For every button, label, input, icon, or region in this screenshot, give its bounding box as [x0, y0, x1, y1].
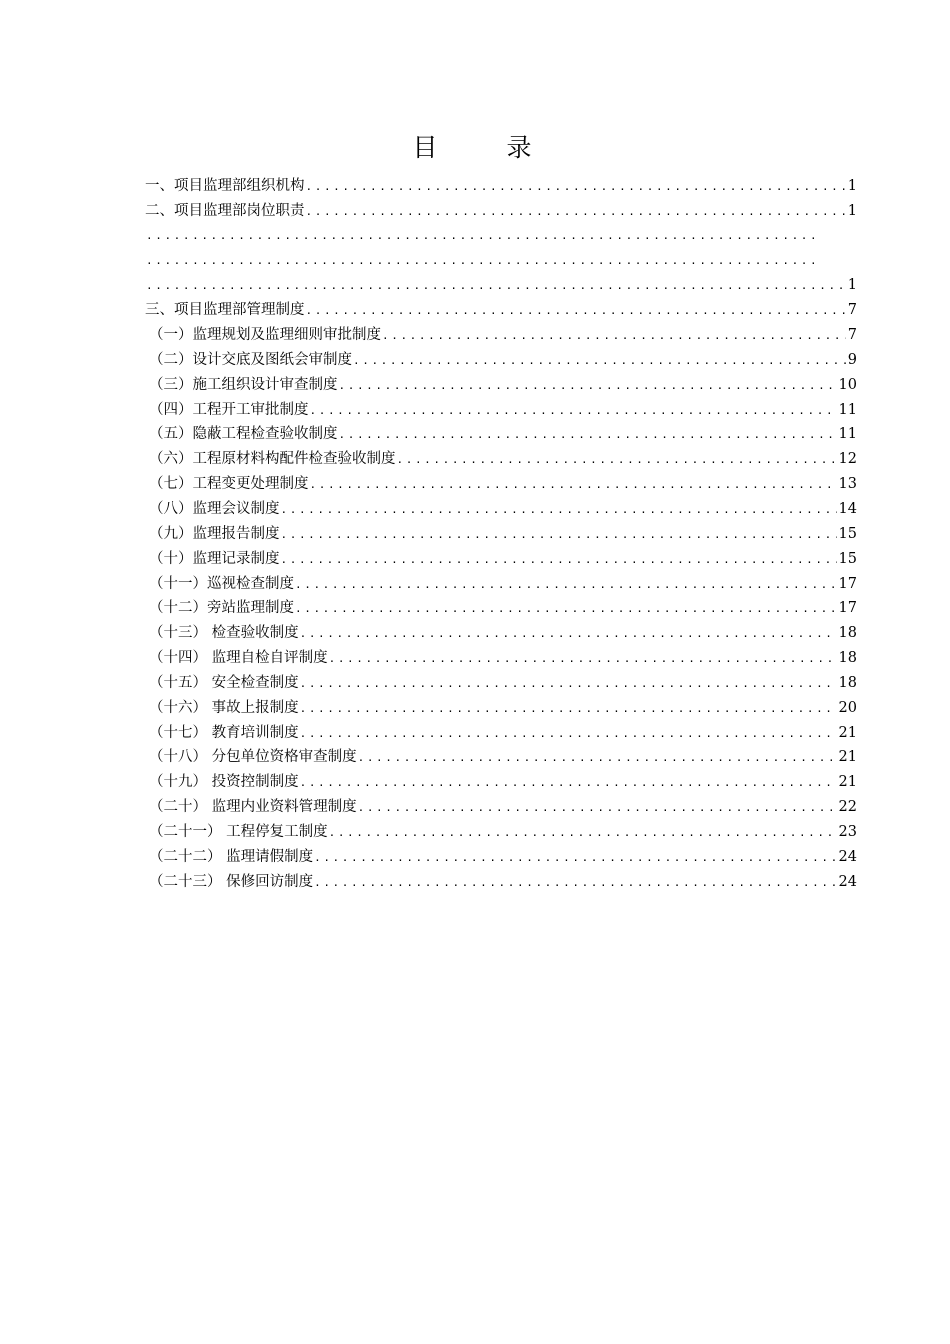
- toc-entry-label: （五）隐蔽工程检查验收制度: [149, 426, 338, 443]
- toc-leader-dots: [300, 622, 837, 646]
- toc-entry-label: 三、项目监理部管理制度: [145, 302, 305, 319]
- toc-entry[interactable]: [145, 721, 857, 746]
- toc-entry-label: （四）工程开工审批制度: [149, 401, 309, 418]
- toc-entry-page-number: 15: [838, 550, 857, 567]
- toc-leader-dots: [358, 746, 837, 770]
- toc-entry[interactable]: [145, 696, 857, 721]
- toc-entry-page-number: 10: [838, 376, 857, 393]
- toc-leader-dots: [300, 722, 837, 746]
- toc-entry-page-number: 20: [838, 699, 857, 716]
- toc-leader-dots: [306, 200, 846, 224]
- toc-leader-dots: [310, 399, 837, 423]
- toc-entry[interactable]: [145, 596, 857, 621]
- toc-entry[interactable]: [145, 323, 857, 348]
- toc-entry-page-number: 21: [838, 749, 857, 766]
- toc-entry[interactable]: [145, 795, 857, 820]
- toc-entry-page-number: 18: [838, 674, 857, 691]
- toc-entry-label: （十）监理记录制度: [149, 550, 280, 567]
- toc-entry-page-number: 12: [838, 451, 857, 468]
- toc-entry-label: （六）工程原材料构配件检查验收制度: [149, 451, 396, 468]
- toc-leader-dots: [300, 672, 837, 696]
- toc-leader-dots: [329, 647, 837, 671]
- toc-leader-dots: [295, 597, 837, 621]
- toc-entry[interactable]: [145, 497, 857, 522]
- toc-leader-dots: [300, 697, 837, 721]
- toc-leader-dots: [306, 175, 846, 199]
- toc-entry-page-number: 1: [847, 178, 857, 194]
- table-of-contents: [145, 174, 857, 894]
- toc-entry[interactable]: [145, 870, 857, 895]
- toc-entry-page-number: 18: [838, 650, 857, 667]
- toc-leader-dots: [353, 349, 846, 373]
- toc-entry-label: （十七） 教育培训制度: [149, 724, 299, 741]
- toc-leader-dots: [281, 523, 837, 547]
- toc-entry-label: （十八） 分包单位资格审查制度: [149, 749, 357, 766]
- toc-entry[interactable]: [145, 348, 857, 373]
- toc-entry-label: （二十三） 保修回访制度: [149, 873, 314, 890]
- toc-entry[interactable]: [145, 199, 857, 224]
- toc-leader-dots: [339, 374, 837, 398]
- toc-entry-page-number: 11: [838, 401, 857, 418]
- toc-entry[interactable]: [145, 820, 857, 845]
- toc-entry-label: 二、项目监理部岗位职责: [145, 202, 305, 219]
- toc-entry-label: （十四） 监理自检自评制度: [149, 650, 328, 667]
- toc-entry[interactable]: [145, 745, 857, 770]
- toc-leader-dots: [295, 573, 837, 597]
- toc-entry-label: （十九） 投资控制制度: [149, 774, 299, 791]
- toc-entry-page-number: 17: [838, 600, 857, 617]
- toc-entry-page-number: 11: [838, 426, 857, 443]
- toc-entry-label: 一、项目监理部组织机构: [145, 178, 305, 194]
- toc-entry-page-number: 21: [838, 724, 857, 741]
- toc-entry-label: （十五） 安全检查制度: [149, 674, 299, 691]
- toc-leader-dots: [339, 423, 837, 447]
- toc-leader-dots: [281, 498, 837, 522]
- toc-entry[interactable]: [145, 472, 857, 497]
- toc-entry[interactable]: [145, 572, 857, 597]
- toc-entry[interactable]: [145, 422, 857, 447]
- toc-entry[interactable]: [145, 621, 857, 646]
- toc-leader-dots: [146, 274, 846, 298]
- toc-entry[interactable]: [145, 224, 857, 249]
- toc-entry-page-number: 23: [838, 823, 857, 840]
- toc-entry-label: （二十） 监理内业资料管理制度: [149, 799, 357, 816]
- toc-leader-dots: [397, 448, 837, 472]
- toc-leader-dots: [382, 324, 846, 348]
- toc-entry-label: （十一）巡视检查制度: [149, 575, 294, 592]
- toc-entry[interactable]: [145, 298, 857, 323]
- toc-entry-label: （二）设计交底及图纸会审制度: [149, 351, 352, 368]
- toc-leader-dots: [306, 299, 846, 323]
- toc-entry[interactable]: [145, 522, 857, 547]
- toc-leader-dots: [310, 473, 837, 497]
- toc-entry-page-number: 17: [838, 575, 857, 592]
- toc-entry-label: （八）监理会议制度: [149, 500, 280, 517]
- toc-entry-label: （七）工程变更处理制度: [149, 476, 309, 493]
- toc-entry-label: （十二）旁站监理制度: [149, 600, 294, 617]
- toc-entry-page-number: 7: [847, 302, 857, 319]
- toc-leader-dots: [314, 846, 836, 870]
- toc-entry-page-number: 1: [847, 277, 857, 294]
- toc-entry-page-number: 1: [847, 202, 857, 219]
- toc-entry[interactable]: [145, 770, 857, 795]
- toc-entry-page-number: 9: [847, 351, 857, 368]
- toc-entry-page-number: 7: [847, 327, 857, 344]
- toc-entry[interactable]: [145, 249, 857, 274]
- toc-leader-dots: [146, 249, 815, 274]
- toc-entry[interactable]: [145, 273, 857, 298]
- toc-entry[interactable]: [145, 447, 857, 472]
- toc-entry[interactable]: [145, 398, 857, 423]
- toc-entry-page-number: 22: [838, 799, 857, 816]
- toc-entry-label: （九）监理报告制度: [149, 525, 280, 542]
- toc-title: 目 录: [412, 133, 554, 162]
- toc-leader-dots: [329, 821, 837, 845]
- toc-leader-dots: [300, 771, 837, 795]
- toc-entry[interactable]: [145, 174, 857, 199]
- toc-entry-page-number: 13: [838, 476, 857, 493]
- toc-entry-page-number: 18: [838, 625, 857, 642]
- toc-entry-page-number: 24: [838, 873, 857, 890]
- toc-entry-label: （三）施工组织设计审查制度: [149, 376, 338, 393]
- toc-entry-page-number: 24: [838, 848, 857, 865]
- toc-entry-label: （十六） 事故上报制度: [149, 699, 299, 716]
- toc-entry[interactable]: [145, 547, 857, 572]
- toc-entry[interactable]: [145, 646, 857, 671]
- toc-entry-page-number: 21: [838, 774, 857, 791]
- toc-leader-dots: [146, 224, 815, 249]
- toc-entry-label: （一）监理规划及监理细则审批制度: [149, 327, 381, 344]
- toc-entry-label: （二十二） 监理请假制度: [149, 848, 314, 865]
- toc-entry-page-number: 14: [838, 500, 857, 517]
- toc-entry[interactable]: [145, 373, 857, 398]
- toc-entry-label: （二十一） 工程停复工制度: [149, 823, 328, 840]
- toc-leader-dots: [358, 796, 837, 820]
- toc-leader-dots: [314, 871, 836, 895]
- toc-entry-page-number: 15: [838, 525, 857, 542]
- toc-entry-label: （十三） 检查验收制度: [149, 625, 299, 642]
- toc-entry[interactable]: [145, 845, 857, 870]
- toc-leader-dots: [281, 548, 837, 572]
- toc-entry[interactable]: [145, 671, 857, 696]
